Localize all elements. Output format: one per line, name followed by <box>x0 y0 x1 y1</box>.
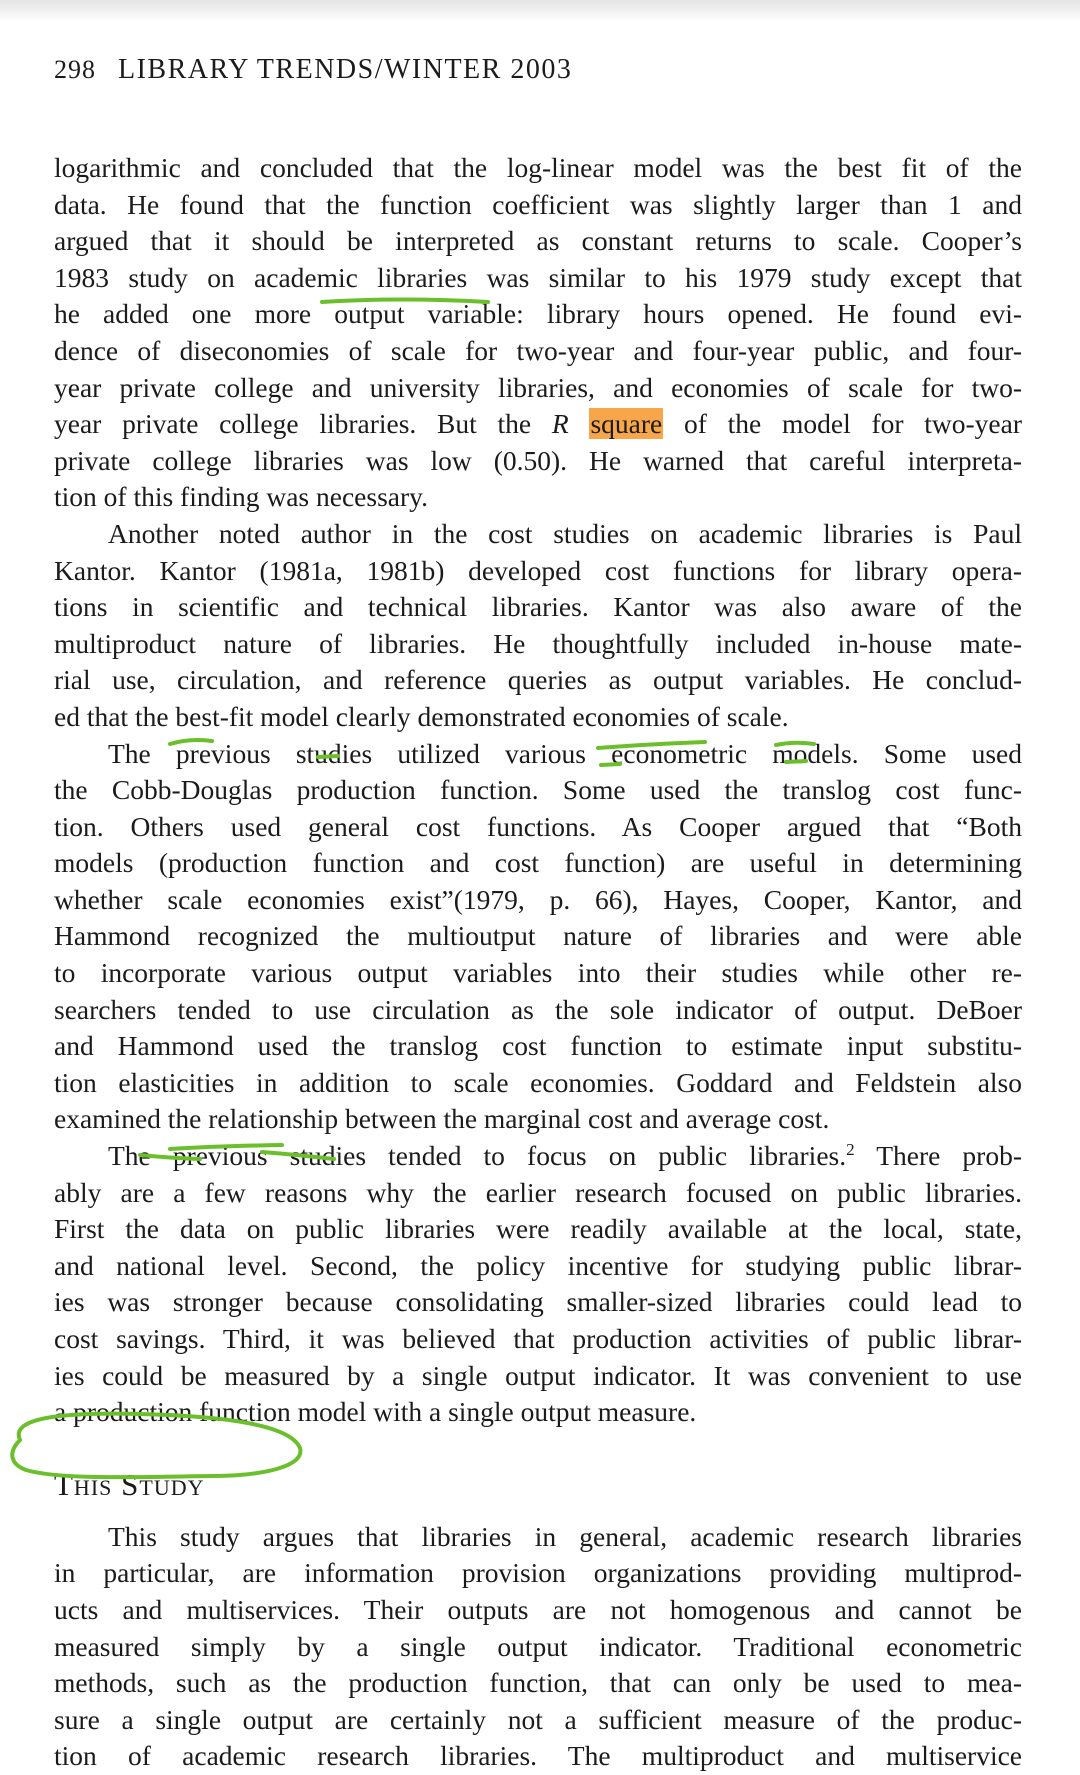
text-segment: There prob- <box>854 1140 1022 1172</box>
paragraph-cooper <box>54 150 1022 516</box>
text-line: to incorporate various output variables into their studies while other re- <box>54 957 1022 989</box>
highlighted-word: square <box>590 408 663 440</box>
running-head <box>54 40 1022 100</box>
text-line: measured simply by a single output indicator. Traditional econometric <box>54 1630 1022 1662</box>
text-line: Kantor. Kantor (1981a, 1981b) developed cost functions for library opera- <box>54 554 1022 586</box>
text-line: he added one more output variable: library hours opened. He found evi- <box>54 298 1022 330</box>
text-line: a production function model with a single output measure. <box>54 1396 697 1428</box>
text-line-with-highlight <box>54 406 1022 443</box>
text-line: logarithmic and concluded that the log-linear model was the best fit of the <box>54 152 1022 183</box>
text-line: tion of academic research libraries. The multiproduct and multiservice <box>54 1740 1022 1772</box>
text-line-with-footnote <box>54 1138 1022 1175</box>
text-segment: of the model for two-year <box>663 408 1022 440</box>
text-line: the Cobb-Douglas production function. Some used the translog cost func- <box>54 774 1022 806</box>
text-line: tions in scientific and technical libraries. Kantor was also aware of the <box>54 591 1022 623</box>
page-number: 298 <box>54 55 96 84</box>
text-line: private college libraries was low (0.50). He warned that careful interpreta- <box>54 444 1022 476</box>
paragraph-econometric-models <box>54 736 1022 1139</box>
text-line: rial use, circulation, and reference queries as output variables. He conclud- <box>54 664 1022 696</box>
text-line: year private college and university libraries, and economies of scale for two- <box>54 371 1022 403</box>
section-title: This Study <box>54 1466 205 1502</box>
text-line: whether scale economies exist”(1979, p. 66), Hayes, Cooper, Kantor, and <box>54 883 1022 915</box>
text-line: multiproduct nature of libraries. He thoughtfully included in-house mate- <box>54 627 1022 659</box>
section-heading <box>54 1453 1022 1519</box>
footnote-marker: 2 <box>846 1139 855 1159</box>
journal-issue: LIBRARY TRENDS/WINTER 2003 <box>118 54 573 85</box>
text-line: ed that the best-fit model clearly demonstrated economies of scale. <box>54 700 789 732</box>
text-line: methods, such as the production function, that can only be used to mea- <box>54 1667 1022 1699</box>
text-segment: year private college libraries. But the <box>54 408 552 440</box>
text-line: Hammond recognized the multioutput nature of libraries and were able <box>54 920 1022 952</box>
text-line: First the data on public libraries were readily available at the local, state, <box>54 1213 1022 1245</box>
text-line: and national level. Second, the policy incentive for studying public librar- <box>54 1249 1022 1281</box>
text-line: ucts and multiservices. Their outputs are not homogenous and cannot be <box>54 1593 1022 1625</box>
text-line: tion. Others used general cost functions. As Cooper argued that “Both <box>54 810 1022 842</box>
paragraph-kantor <box>54 516 1022 736</box>
text-line: tion elasticities in addition to scale economies. Goddard and Feldstein also <box>54 1066 1022 1098</box>
r-symbol: R <box>551 408 569 440</box>
paragraph-public-libraries <box>54 1138 1022 1431</box>
text-segment: The previous studies tended to focus on public libraries. <box>108 1140 847 1172</box>
paragraph-this-study <box>54 1519 1022 1775</box>
text-line: ies could be measured by a single output indicator. It was convenient to use <box>54 1359 1022 1391</box>
text-line: data. He found that the function coefficient was slightly larger than 1 and <box>54 188 1022 220</box>
text-line: ies was stronger because consolidating smaller-sized libraries could lead to <box>54 1286 1022 1318</box>
text-line: models (production function and cost function) are useful in determining <box>54 847 1022 879</box>
text-line: ably are a few reasons why the earlier research focused on public libraries. <box>54 1176 1022 1208</box>
text-line: cost savings. Third, it was believed that production activities of public librar- <box>54 1323 1022 1354</box>
text-line: in particular, are information provision organizations providing multiprod- <box>54 1557 1022 1589</box>
text-line: tion of this finding was necessary. <box>54 481 428 513</box>
text-line: The previous studies utilized various econometric models. Some used <box>108 737 1022 769</box>
book-page <box>54 40 1022 1775</box>
text-line: examined the relationship between the marginal cost and average cost. <box>54 1103 830 1135</box>
text-line: and Hammond used the translog cost function to estimate input substitu- <box>54 1030 1022 1062</box>
text-line: argued that it should be interpreted as constant returns to scale. Cooper’s <box>54 225 1022 257</box>
screen-top-edge <box>0 0 1080 22</box>
text-line: dence of diseconomies of scale for two-year and four-year public, and four- <box>54 334 1022 366</box>
text-line: Another noted author in the cost studies on academic libraries is Paul <box>108 517 1022 549</box>
text-line: sure a single output are certainly not a sufficient measure of the produc- <box>54 1703 1022 1735</box>
text-line: searchers tended to use circulation as the sole indicator of output. DeBoer <box>54 993 1022 1025</box>
text-line: 1983 study on academic libraries was similar to his 1979 study except that <box>54 261 1022 293</box>
text-line: This study argues that libraries in general, academic research libraries <box>108 1520 1022 1552</box>
